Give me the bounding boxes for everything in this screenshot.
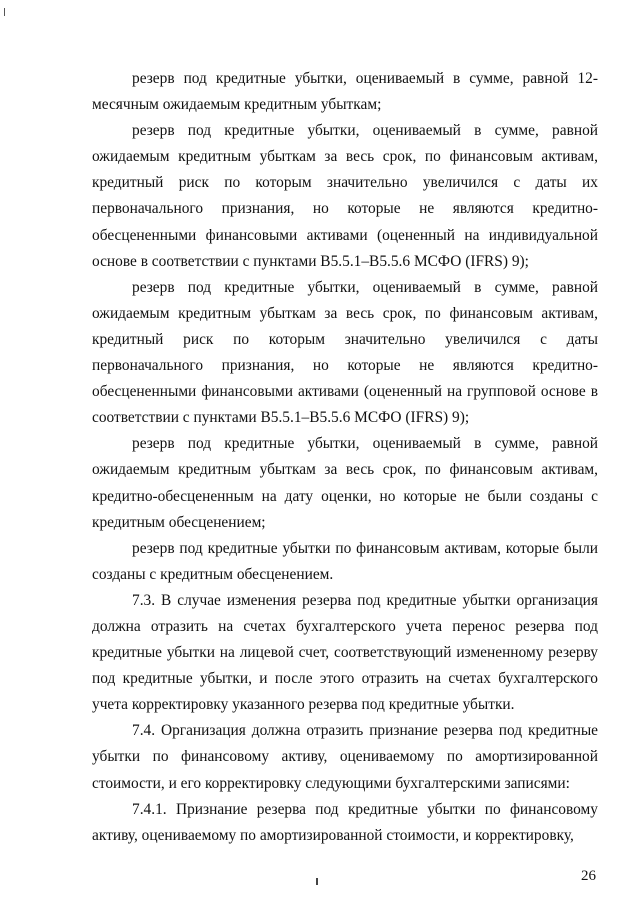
paragraph-7: 7.4. Организация должна отразить признание резерва под кредитные убытки по финансовому активу, оцениваемому по амортизированной стоимости, и его корректировку следующими бухгалтерскими записями:: [92, 722, 598, 792]
paragraph-1: резерв под кредитные убытки, оцениваемый в сумме, равной 12-месячным ожидаемым кредитным убыткам;: [92, 70, 598, 114]
paragraph-2: резерв под кредитные убытки, оцениваемый в сумме, равной ожидаемым кредитным убыткам за весь срок, по финансовым активам, кредитный риск по которым значительно увеличился с даты их первоначального признания, но которые не являются кредитно-обесцененными финансовыми активами (оцененный на индивидуальной основе в соответствии с пунктами B5.5.1–B5.5.6 МСФО (IFRS) 9);: [92, 122, 598, 270]
scan-speck: [316, 878, 318, 885]
paragraph-6: 7.3. В случае изменения резерва под кредитные убытки организация должна отразить на счетах бухгалтерского учета перенос резерва под кредитные убытки на лицевой счет, соответствующий измененному резерву под кредитные убытки, и после этого отразить на счетах бухгалтерского учета корректировку указанного резерва под кредитные убытки.: [92, 591, 598, 714]
scan-mark: [4, 8, 5, 16]
paragraph-4: резерв под кредитные убытки, оцениваемый в сумме, равной ожидаемым кредитным убыткам за весь срок, по финансовым активам, кредитно-обесцененным на дату оценки, но которые не были созданы с кредитным обесценением;: [92, 435, 598, 531]
paragraph-8: 7.4.1. Признание резерва под кредитные убытки по финансовому активу, оцениваемому по амортизированной стоимости, и корректировку,: [92, 800, 598, 844]
paragraph-3: резерв под кредитные убытки, оцениваемый в сумме, равной ожидаемым кредитным убыткам за весь срок, по финансовым активам, кредитный риск по которым значительно увеличился с даты первоначального признания, но которые не являются кредитно-обесцененными финансовыми активами (оцененный на групповой основе в соответствии с пунктами B5.5.1–B5.5.6 МСФО (IFRS) 9);: [92, 278, 598, 427]
page-number: 26: [581, 868, 596, 884]
paragraph-5: резерв под кредитные убытки по финансовым активам, которые были созданы с кредитным обесценением.: [92, 539, 598, 583]
body-text: [92, 66, 598, 849]
